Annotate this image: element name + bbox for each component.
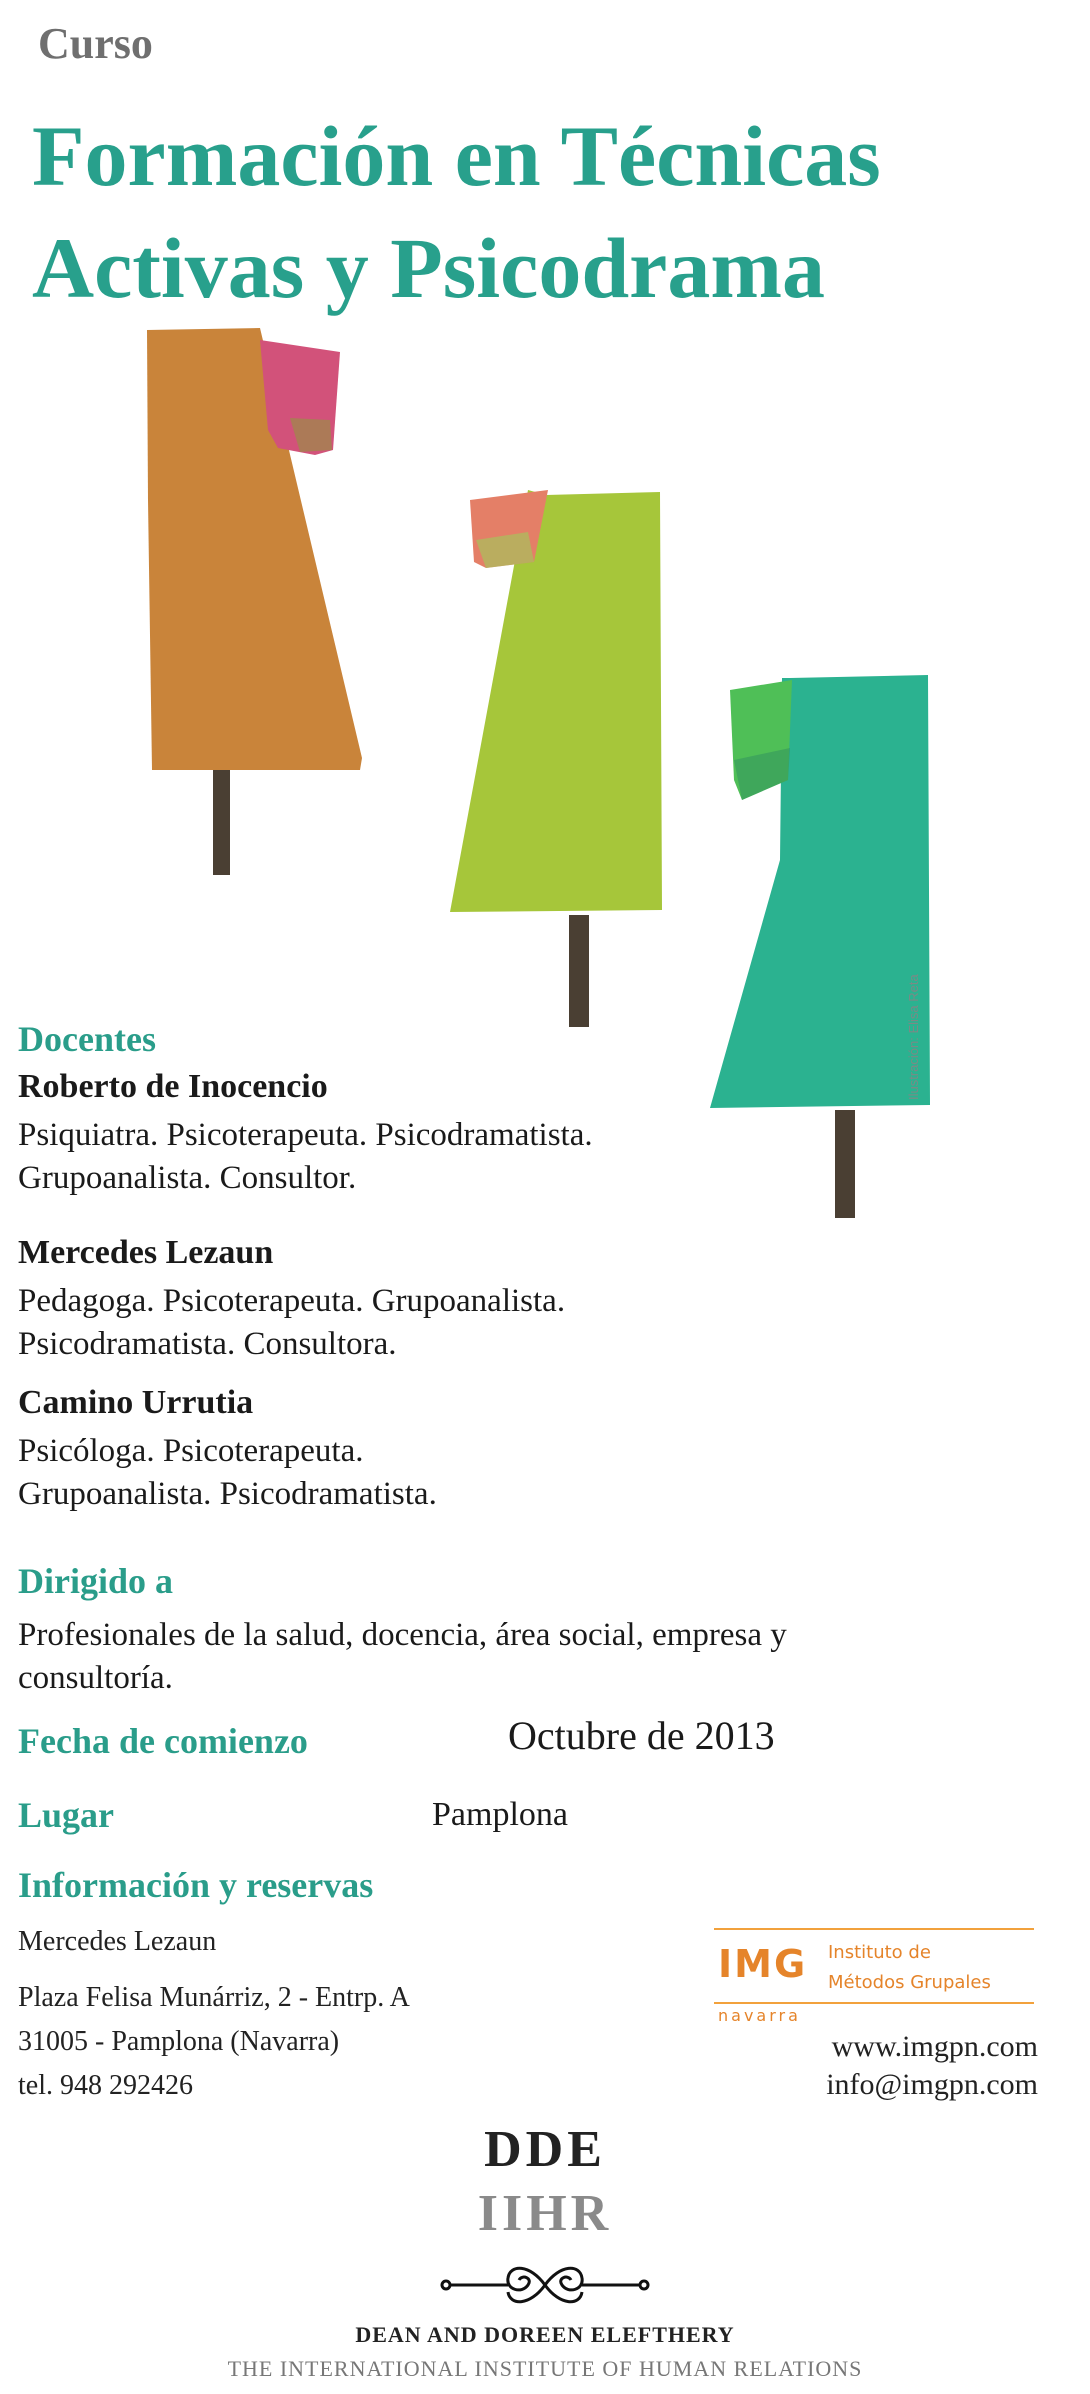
address-line1: Plaza Felisa Munárriz, 2 - Entrp. A [18, 1982, 410, 2013]
fecha-heading: Fecha de comienzo [18, 1721, 308, 1761]
illustration-credit: Ilustración: Elisa Reta [906, 974, 921, 1100]
lime-trunk [569, 915, 589, 1027]
info-address [18, 1976, 410, 2108]
docente-description-line2: Grupoanalista. Psicodramatista. [18, 1476, 437, 1512]
ornament-flourish-icon [440, 2256, 650, 2314]
img-web-link[interactable]: www.imgpn.com [831, 2030, 1038, 2063]
fecha-value: Octubre de 2013 [508, 1713, 775, 1758]
address-line2: 31005 - Pamplona (Navarra) [18, 2026, 340, 2057]
dde-full-name: DEAN AND DOREEN ELEFTHERY [355, 2322, 735, 2347]
docente-description-line1: Psiquiatra. Psicoterapeuta. Psicodramatista. [18, 1117, 593, 1153]
docente-description-line2: Psicodramatista. Consultora. [18, 1326, 397, 1362]
dirigido-heading: Dirigido a [18, 1561, 174, 1601]
iihr-full-name: THE INTERNATIONAL INSTITUTE OF HUMAN RELATIONS [227, 2356, 863, 2381]
phone: tel. 948 292426 [18, 2070, 193, 2101]
docente-name: Camino Urrutia [18, 1384, 254, 1421]
course-title-line2: Activas y Psicodrama [32, 220, 825, 316]
orange-trunk [213, 760, 230, 875]
course-title [32, 100, 881, 324]
course-title-line1: Formación en Técnicas [32, 108, 881, 204]
teal-trunk [835, 1110, 855, 1218]
logo-top-rule [714, 1928, 1034, 1930]
img-mark: IMG [718, 1942, 808, 1986]
iihr-logo-text: IIHR [477, 2185, 613, 2242]
img-institute-name [828, 1938, 991, 1998]
docente-description-line2: Grupoanalista. Consultor. [18, 1160, 357, 1196]
docente-name: Mercedes Lezaun [18, 1234, 274, 1271]
orange-figure [147, 328, 362, 875]
img-name-line2: Métodos Grupales [828, 1972, 991, 1993]
lugar-heading: Lugar [18, 1795, 115, 1835]
img-name-line1: Instituto de [828, 1942, 931, 1963]
lugar-value: Pamplona [432, 1796, 568, 1833]
docente-name: Roberto de Inocencio [18, 1068, 328, 1105]
info-contact: Mercedes Lezaun [18, 1926, 217, 1957]
info-heading: Información y reservas [18, 1865, 374, 1905]
docente-2 [18, 1234, 565, 1366]
docente-1 [18, 1068, 593, 1200]
teal-figure [710, 675, 930, 1218]
lime-figure [450, 490, 662, 1027]
docente-3 [18, 1384, 437, 1516]
dde-logo-text: DDE [484, 2121, 606, 2178]
img-email-link[interactable]: info@imgpn.com [826, 2068, 1038, 2101]
img-logo [714, 1928, 1034, 2028]
img-region: navarra [718, 2006, 801, 2025]
logo-bottom-rule [714, 2002, 1034, 2004]
img-contact [680, 2028, 1038, 2104]
dirigido-description [18, 1614, 787, 1700]
docente-description-line1: Psicóloga. Psicoterapeuta. [18, 1433, 364, 1469]
docentes-heading: Docentes [18, 1019, 156, 1059]
docente-description-line1: Pedagoga. Psicoterapeuta. Grupoanalista. [18, 1283, 566, 1319]
dirigido-line2: consultoría. [18, 1660, 173, 1696]
dirigido-line1: Profesionales de la salud, docencia, área social, empresa y [18, 1617, 787, 1653]
course-kicker: Curso [38, 19, 153, 68]
